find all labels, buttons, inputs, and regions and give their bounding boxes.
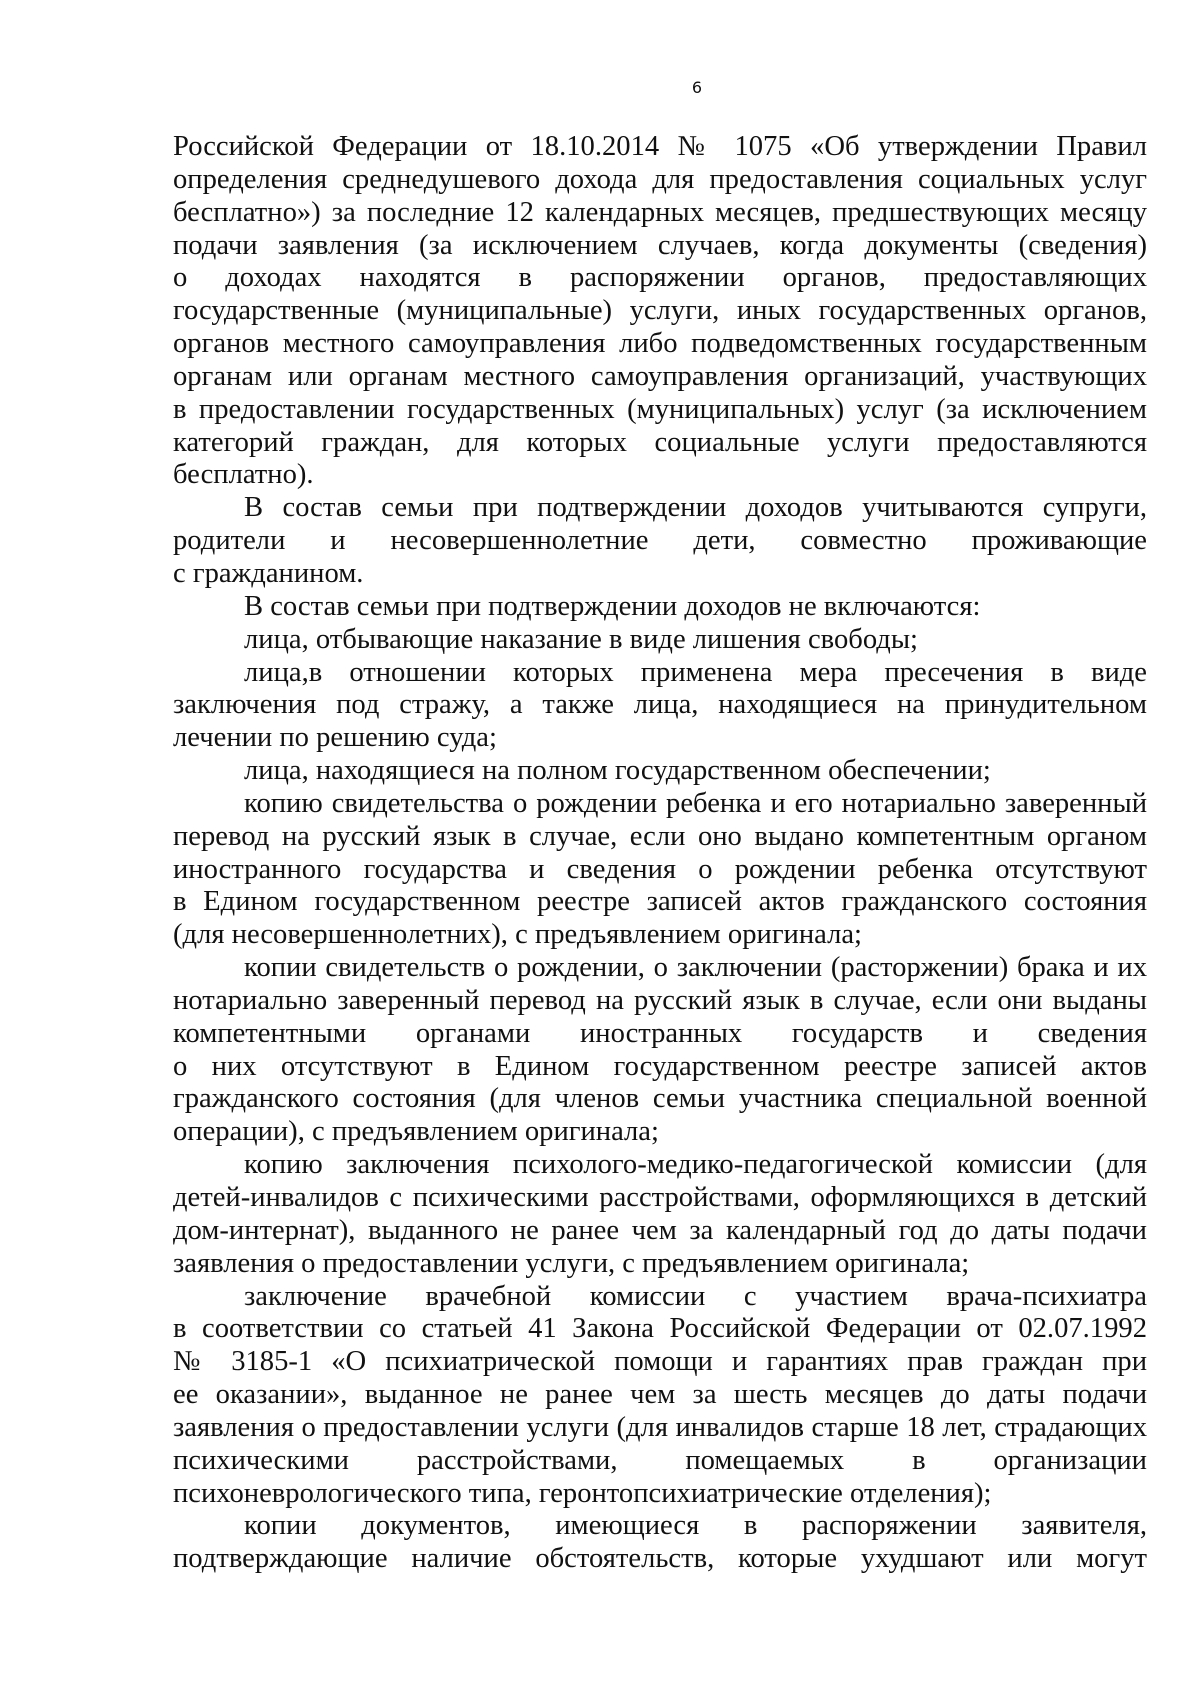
text-line: государственные (муниципальные) услуги, иных государственных органов, xyxy=(173,295,1147,327)
text-line: родители и несовершеннолетние дети, совместно проживающие xyxy=(173,525,1147,557)
text-line: лица,в отношении которых применена мера пресечения в виде xyxy=(244,656,1147,688)
text-line: лица, находящиеся на полном государственном обеспечении; xyxy=(244,755,991,787)
text-line: (для несовершеннолетних), с предъявлением оригинала; xyxy=(173,919,863,951)
text-line: с гражданином. xyxy=(173,557,364,589)
text-line: копию заключения психолого-медико-педагогической комиссии (для xyxy=(244,1149,1147,1181)
text-line: о них отсутствуют в Едином государственном реестре записей актов xyxy=(173,1050,1147,1082)
text-line: психоневрологического типа, геронтопсихиатрические отделения); xyxy=(173,1477,992,1509)
text-line: Российской Федерации от 18.10.2014 № 1075 «Об утверждении Правил xyxy=(173,131,1147,162)
text-line: операции), с предъявлением оригинала; xyxy=(173,1116,659,1148)
text-line: дом-интернат), выданного не ранее чем за календарный год до даты подачи xyxy=(173,1214,1147,1246)
text-line: органов местного самоуправления либо подведомственных государственным xyxy=(173,328,1147,360)
text-line: лица, отбывающие наказание в виде лишения свободы; xyxy=(244,623,918,655)
text-line: В состав семьи при подтверждении доходов учитываются супруги, xyxy=(244,492,1147,524)
text-line: компетентными органами иностранных государств и сведения xyxy=(173,1017,1147,1049)
text-line: психическими расстройствами, помещаемых в организации xyxy=(173,1444,1147,1476)
text-line: заявления о предоставлении услуги (для инвалидов старше 18 лет, страдающих xyxy=(173,1411,1147,1443)
text-line: копии документов, имеющиеся в распоряжении заявителя, xyxy=(244,1510,1147,1542)
text-line: лечении по решению суда; xyxy=(173,722,497,754)
text-line: в Едином государственном реестре записей актов гражданского состояния xyxy=(173,886,1147,918)
text-line: подтверждающие наличие обстоятельств, которые ухудшают или могут xyxy=(173,1543,1147,1575)
text-line: заключения под стражу, а также лица, находящиеся на принудительном xyxy=(173,689,1147,721)
document-body xyxy=(173,131,1147,1576)
text-line: подачи заявления (за исключением случаев, когда документы (сведения) xyxy=(173,229,1147,261)
text-line: в предоставлении государственных (муниципальных) услуг (за исключением xyxy=(173,393,1147,425)
text-line: В состав семьи при подтверждении доходов не включаются: xyxy=(244,590,981,622)
text-line: копию свидетельства о рождении ребенка и его нотариально заверенный xyxy=(244,787,1147,819)
text-line: в соответствии со статьей 41 Закона Российской Федерации от 02.07.1992 xyxy=(173,1313,1147,1345)
page-number: 6 xyxy=(691,78,703,97)
text-line: ее оказании», выданное не ранее чем за шесть месяцев до даты подачи xyxy=(173,1379,1147,1411)
text-line: бесплатно») за последние 12 календарных месяцев, предшествующих месяцу xyxy=(173,196,1147,228)
text-line: категорий граждан, для которых социальные услуги предоставляются xyxy=(173,426,1147,458)
text-line: иностранного государства и сведения о рождении ребенка отсутствуют xyxy=(173,853,1147,885)
text-line: заявления о предоставлении услуги, с предъявлением оригинала; xyxy=(173,1247,970,1279)
text-line: № 3185-1 «О психиатрической помощи и гарантиях прав граждан при xyxy=(173,1346,1147,1378)
text-line: о доходах находятся в распоряжении органов, предоставляющих xyxy=(173,262,1147,294)
text-line: заключение врачебной комиссии с участием врача-психиатра xyxy=(244,1280,1147,1312)
text-line: бесплатно). xyxy=(173,459,314,491)
text-line: определения среднедушевого дохода для предоставления социальных услуг xyxy=(173,163,1147,195)
text-line: копии свидетельств о рождении, о заключении (расторжении) брака и их xyxy=(244,952,1147,984)
text-line: детей-инвалидов с психическими расстройствами, оформляющихся в детский xyxy=(173,1182,1147,1213)
text-line: гражданского состояния (для членов семьи участника специальной военной xyxy=(173,1083,1147,1115)
text-line: органам или органам местного самоуправления организаций, участвующих xyxy=(173,360,1147,392)
text-line: нотариально заверенный перевод на русский язык в случае, если они выданы xyxy=(173,984,1147,1016)
text-line: перевод на русский язык в случае, если оно выдано компетентным органом xyxy=(173,820,1147,852)
